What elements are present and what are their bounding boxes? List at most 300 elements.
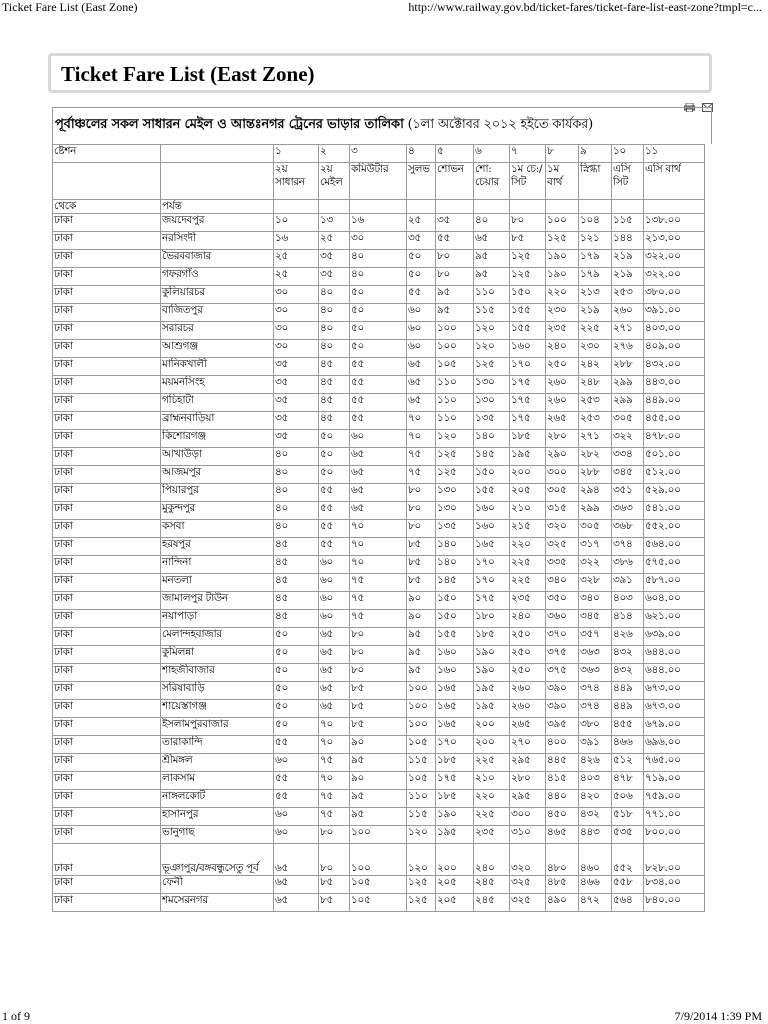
fare-cell: ২৫ xyxy=(274,250,319,268)
fare-cell: ৩৫ xyxy=(319,268,350,286)
fare-cell: ৩০৫ xyxy=(546,484,579,502)
fare-cell: ১৪০ xyxy=(436,556,474,574)
fare-cell: ৪৬৬ xyxy=(612,736,644,754)
fare-cell: ১২৫ xyxy=(436,448,474,466)
fare-cell: ৫০ xyxy=(274,718,319,736)
table-row xyxy=(53,808,705,826)
fare-cell: ৭০ xyxy=(407,412,436,430)
fare-cell: ১৫০ xyxy=(436,592,474,610)
to-station: লাকসাম xyxy=(161,772,274,790)
fare-cell: ৬০ xyxy=(407,340,436,358)
table-row xyxy=(53,754,705,772)
fare-cell: ৫৫ xyxy=(350,358,407,376)
fare-cell: ২৯৫ xyxy=(510,754,546,772)
fare-cell: ১২৫ xyxy=(407,876,436,894)
print-icon[interactable] xyxy=(684,97,695,106)
fare-cell: ১৮০ xyxy=(474,610,510,628)
fare-cell: ৩৭০ xyxy=(546,628,579,646)
col-num: ২ xyxy=(319,145,350,163)
fare-cell: ৪৩২ xyxy=(612,646,644,664)
fare-cell: ২৫৩ xyxy=(612,286,644,304)
fare-cell: ৪৪৯ xyxy=(612,700,644,718)
fare-cell: ৬৪৪.০০ xyxy=(644,664,705,682)
fare-cell: ৩৭৫ xyxy=(546,664,579,682)
fare-cell: ৬০ xyxy=(319,556,350,574)
to-station: গফরগাঁও xyxy=(161,268,274,286)
from-station: ঢাকা xyxy=(53,340,161,358)
col-num: ১ xyxy=(274,145,319,163)
fare-cell: ১৯৫ xyxy=(436,826,474,844)
fare-cell: ৬২১.০০ xyxy=(644,610,705,628)
to-station: মানিকখালী xyxy=(161,358,274,376)
fare-cell: ৭০ xyxy=(407,430,436,448)
fare-cell: ৫০ xyxy=(350,286,407,304)
fare-cell: ১৬ xyxy=(350,214,407,232)
from-station: ঢাকা xyxy=(53,394,161,412)
table-row xyxy=(53,646,705,664)
fare-cell: ৭৫ xyxy=(319,790,350,808)
fare-cell: ৩৩৪ xyxy=(612,448,644,466)
fare-cell: ৩২২.০০ xyxy=(644,268,705,286)
fare-cell: ৮০ xyxy=(350,628,407,646)
to-station: ভূঞাপুর/বঙ্গবন্ধুসেতু পূর্ব xyxy=(161,844,274,876)
to-station: নাঙ্গলকোট xyxy=(161,790,274,808)
fare-cell: ৯৫ xyxy=(474,268,510,286)
fare-cell: ৪৭২ xyxy=(579,894,612,912)
page-counter: 1 of 9 xyxy=(2,1009,30,1023)
fare-cell: ৪৪৩ xyxy=(579,826,612,844)
fare-cell: ৬০ xyxy=(274,754,319,772)
fare-cell: ১০০ xyxy=(546,214,579,232)
fare-cell: ২২০ xyxy=(474,790,510,808)
blank-cell xyxy=(274,200,319,214)
col-num: ৬ xyxy=(474,145,510,163)
fare-cell: ৮৫ xyxy=(407,574,436,592)
fare-cell: ২১৯ xyxy=(579,304,612,322)
table-row xyxy=(53,736,705,754)
fare-cell: ৪৫ xyxy=(274,538,319,556)
from-station: ঢাকা xyxy=(53,628,161,646)
fare-cell: ৩৫ xyxy=(274,430,319,448)
fare-cell: ২৯৯ xyxy=(612,394,644,412)
fare-cell: ২০০ xyxy=(436,844,474,876)
fare-cell: ৭০ xyxy=(350,520,407,538)
to-station: নান্দিনা xyxy=(161,556,274,574)
fare-cell: ২৭১ xyxy=(579,430,612,448)
table-row xyxy=(53,610,705,628)
fare-cell: ১০৫ xyxy=(407,772,436,790)
fare-cell: ২৯৯ xyxy=(579,502,612,520)
fare-cell: ৫৫ xyxy=(350,394,407,412)
fare-cell: ৭৫৯.০০ xyxy=(644,790,705,808)
fare-cell: ৮০ xyxy=(510,214,546,232)
fare-cell: ২৬৫ xyxy=(546,412,579,430)
fare-cell: ৬৫ xyxy=(407,376,436,394)
fare-cell: ১৫০ xyxy=(474,466,510,484)
to-station: গচিহাটা xyxy=(161,394,274,412)
fare-cell: ২২৫ xyxy=(474,754,510,772)
fare-cell: ৫০ xyxy=(274,664,319,682)
fare-cell: ৩২৫ xyxy=(510,894,546,912)
from-station: ঢাকা xyxy=(53,556,161,574)
blank-cell xyxy=(510,200,546,214)
fare-cell: ৬৩৯.০০ xyxy=(644,628,705,646)
fare-cell: ৮২৮.০০ xyxy=(644,844,705,876)
fare-cell: ১৫৫ xyxy=(510,322,546,340)
blank-cell xyxy=(436,200,474,214)
fare-cell: ৩৬০ xyxy=(546,610,579,628)
fare-cell: ১০০ xyxy=(436,322,474,340)
fare-cell: ৫০৬ xyxy=(612,790,644,808)
fare-cell: ১৬০ xyxy=(436,664,474,682)
fare-cell: ৩৭৪ xyxy=(612,538,644,556)
fare-cell: ৩৫ xyxy=(436,214,474,232)
fare-cell: ৩০ xyxy=(274,340,319,358)
from-station: ঢাকা xyxy=(53,502,161,520)
fare-cell: ৬০ xyxy=(319,574,350,592)
fare-cell: ১৬০ xyxy=(474,502,510,520)
fare-cell: ৩২২.০০ xyxy=(644,250,705,268)
fare-cell: ১৬০ xyxy=(510,340,546,358)
table-row xyxy=(53,682,705,700)
table-row xyxy=(53,628,705,646)
fare-cell: ১৯৫ xyxy=(474,700,510,718)
fare-cell: ৩৯০ xyxy=(546,700,579,718)
fare-cell: ১৬৫ xyxy=(436,718,474,736)
fare-cell: ১৭০ xyxy=(474,574,510,592)
from-station: ঢাকা xyxy=(53,448,161,466)
blank-cell xyxy=(161,163,274,200)
fare-cell: ৬৭৩.০০ xyxy=(644,682,705,700)
fare-table xyxy=(52,144,705,912)
fare-cell: ৪০ xyxy=(274,502,319,520)
fare-cell: ২০৫ xyxy=(436,894,474,912)
column-number-row xyxy=(53,145,705,163)
fare-cell: ২৯৯ xyxy=(612,376,644,394)
fare-cell: ১১৫ xyxy=(612,214,644,232)
fare-cell: ৩৭৪ xyxy=(579,682,612,700)
from-station: ঢাকা xyxy=(53,610,161,628)
fare-cell: ৫৬৪.০০ xyxy=(644,538,705,556)
fare-cell: ৪৬০ xyxy=(579,844,612,876)
fare-cell: ১৭০ xyxy=(436,736,474,754)
table-row xyxy=(53,232,705,250)
class-name: কমিউটার xyxy=(350,163,407,200)
fare-cell: ১৮৫ xyxy=(510,430,546,448)
fare-cell: ৬০ xyxy=(319,592,350,610)
fare-cell: ৫০ xyxy=(350,304,407,322)
fare-cell: ৪৫ xyxy=(319,412,350,430)
fare-cell: ১৬০ xyxy=(474,520,510,538)
to-station: পিয়ারপুর xyxy=(161,484,274,502)
table-row xyxy=(53,268,705,286)
fare-cell: ৩০০ xyxy=(510,808,546,826)
blank-cell xyxy=(319,200,350,214)
fare-cell: ১৩০ xyxy=(474,394,510,412)
fare-cell: ৫৫ xyxy=(274,790,319,808)
page-title: Ticket Fare List (East Zone) xyxy=(61,62,315,86)
fare-cell: ১১০ xyxy=(436,412,474,430)
fare-cell: ৯৫ xyxy=(350,808,407,826)
fare-cell: ২৪৫ xyxy=(474,876,510,894)
fare-cell: ৫০ xyxy=(319,466,350,484)
from-station: ঢাকা xyxy=(53,700,161,718)
fare-cell: ১১৫ xyxy=(407,754,436,772)
fare-cell: ২৪০ xyxy=(546,340,579,358)
table-row xyxy=(53,772,705,790)
class-name: শোভন xyxy=(436,163,474,200)
fare-cell: ৪০৩ xyxy=(612,592,644,610)
fare-cell: ১১০ xyxy=(407,790,436,808)
fare-cell: ৯৫ xyxy=(350,754,407,772)
fare-cell: ৭৫ xyxy=(350,592,407,610)
fare-cell: ৭৫ xyxy=(319,754,350,772)
from-station: ঢাকা xyxy=(53,736,161,754)
fare-cell: ২৩০ xyxy=(579,340,612,358)
from-to-row xyxy=(53,200,705,214)
subtitle-note: (১লা অক্টোবর ২০১২ হইতে কার্যকর) xyxy=(407,117,593,132)
fare-cell: ৬০ xyxy=(407,304,436,322)
fare-cell: ২৪২ xyxy=(579,358,612,376)
col-num: ৯ xyxy=(579,145,612,163)
table-row xyxy=(53,394,705,412)
subtitle xyxy=(55,115,593,136)
fare-cell: ২৭৬ xyxy=(612,340,644,358)
table-row xyxy=(53,376,705,394)
print-footer xyxy=(0,1009,768,1024)
fare-cell: ৮০ xyxy=(407,520,436,538)
fare-cell: ৪০ xyxy=(319,340,350,358)
print-header-url: http://www.railway.gov.bd/ticket-fares/ticket-fare-list-east-zone?tmpl=c... xyxy=(408,0,762,14)
class-name: ১ম চে:/ সিট xyxy=(510,163,546,200)
fare-cell: ৫৫ xyxy=(319,502,350,520)
fare-cell: ২২৫ xyxy=(510,556,546,574)
fare-cell: ৫০১.০০ xyxy=(644,448,705,466)
fare-cell: ১২০ xyxy=(407,826,436,844)
from-station: ঢাকা xyxy=(53,322,161,340)
fare-cell: ৫৫২.০০ xyxy=(644,520,705,538)
fare-cell: ১০৪ xyxy=(579,214,612,232)
fare-cell: ৫৫ xyxy=(319,538,350,556)
fare-cell: ৪৮০ xyxy=(546,844,579,876)
fare-cell: ১০৫ xyxy=(407,736,436,754)
fare-cell: ৪৩২ xyxy=(579,808,612,826)
fare-cell: ২২০ xyxy=(546,286,579,304)
fare-cell: ৮০ xyxy=(407,484,436,502)
fare-cell: ৬৫ xyxy=(274,894,319,912)
table-row xyxy=(53,286,705,304)
fare-cell: ৬৫ xyxy=(350,466,407,484)
fare-cell: ২৪৫ xyxy=(474,894,510,912)
to-station: ফেনী xyxy=(161,876,274,894)
fare-cell: ৪৪৯.০০ xyxy=(644,394,705,412)
fare-cell: ৮৫ xyxy=(407,556,436,574)
fare-cell: ২৬০ xyxy=(612,304,644,322)
fare-cell: ১০৫ xyxy=(350,876,407,894)
fare-cell: ৪০ xyxy=(319,304,350,322)
fare-cell: ৭০ xyxy=(350,538,407,556)
fare-cell: ৫৮৭.০০ xyxy=(644,574,705,592)
table-row xyxy=(53,894,705,912)
fare-cell: ৪৪০ xyxy=(546,790,579,808)
table-row xyxy=(53,214,705,232)
fare-cell: ৪৫ xyxy=(319,376,350,394)
fare-cell: ৪০ xyxy=(274,484,319,502)
fare-cell: ৬৫ xyxy=(319,628,350,646)
fare-cell: ২৬০ xyxy=(510,700,546,718)
to-station: নয়াপাড়া xyxy=(161,610,274,628)
table-row xyxy=(53,358,705,376)
fare-cell: ৫০ xyxy=(407,268,436,286)
from-station: ঢাকা xyxy=(53,268,161,286)
fare-cell: ৫৫ xyxy=(350,376,407,394)
fare-cell: ২৮০ xyxy=(546,430,579,448)
fare-cell: ৫০ xyxy=(407,250,436,268)
fare-cell: ৩০ xyxy=(274,286,319,304)
fare-cell: ১৭৫ xyxy=(510,394,546,412)
class-name-row xyxy=(53,163,705,200)
fare-cell: ২০৫ xyxy=(436,876,474,894)
fare-cell: ৯০ xyxy=(350,772,407,790)
fare-cell: ৫১২.০০ xyxy=(644,466,705,484)
to-station: তারাকান্দি xyxy=(161,736,274,754)
to-station: হরষপুর xyxy=(161,538,274,556)
fare-cell: ৪০ xyxy=(319,322,350,340)
fare-cell: ১৩৫ xyxy=(436,520,474,538)
fare-cell: ২৯৪ xyxy=(579,484,612,502)
fare-cell: ২১৩.০০ xyxy=(644,232,705,250)
fare-cell: ১২০ xyxy=(474,340,510,358)
table-row xyxy=(53,538,705,556)
blank-cell xyxy=(612,200,644,214)
from-station: ঢাকা xyxy=(53,430,161,448)
fare-cell: ১৪০ xyxy=(436,538,474,556)
table-row xyxy=(53,340,705,358)
class-name: শো: চেয়ার xyxy=(474,163,510,200)
fare-cell: ৪০ xyxy=(319,286,350,304)
email-icon[interactable] xyxy=(702,97,713,106)
fare-cell: ১২৫ xyxy=(510,268,546,286)
fare-cell: ৫২৯.০০ xyxy=(644,484,705,502)
to-station: জয়দেবপুর xyxy=(161,214,274,232)
to-station: সরারচর xyxy=(161,322,274,340)
fare-cell: ৮৪০.০০ xyxy=(644,894,705,912)
from-station: ঢাকা xyxy=(53,304,161,322)
fare-cell: ৯৫ xyxy=(407,628,436,646)
fare-cell: ৭০ xyxy=(350,556,407,574)
fare-cell: ৩৯০ xyxy=(546,682,579,700)
fare-cell: ৮০ xyxy=(350,646,407,664)
fare-cell: ৩৪০ xyxy=(546,574,579,592)
to-station: মেলান্দহবাজার xyxy=(161,628,274,646)
fare-cell: ৪৭৮ xyxy=(612,772,644,790)
fare-cell: ৩২৫ xyxy=(546,538,579,556)
fare-cell: ৪৪৯ xyxy=(612,682,644,700)
table-row xyxy=(53,430,705,448)
fare-cell: ৫৬৪ xyxy=(612,894,644,912)
fare-cell: ৭১৯.০০ xyxy=(644,772,705,790)
class-name: স্নিগ্ধা xyxy=(579,163,612,200)
table-row xyxy=(53,502,705,520)
from-station: ঢাকা xyxy=(53,826,161,844)
table-row xyxy=(53,790,705,808)
fare-cell: ৫৫৮ xyxy=(612,876,644,894)
fare-cell: ১৬০ xyxy=(436,646,474,664)
fare-cell: ৩৭৪ xyxy=(579,700,612,718)
fare-cell: ৩০৫ xyxy=(579,520,612,538)
to-station: শায়েস্তাগঞ্জ xyxy=(161,700,274,718)
fare-cell: ৫৪১.০০ xyxy=(644,502,705,520)
fare-cell: ১৮৫ xyxy=(474,628,510,646)
fare-cell: ৬০ xyxy=(319,610,350,628)
fare-cell: ২৮০ xyxy=(510,772,546,790)
table-row xyxy=(53,322,705,340)
fare-cell: ৩৬৮ xyxy=(612,520,644,538)
from-station: ঢাকা xyxy=(53,376,161,394)
fare-cell: ৩৫০ xyxy=(546,592,579,610)
fare-cell: ১৯৫ xyxy=(510,448,546,466)
fare-cell: ৯৫ xyxy=(436,286,474,304)
fare-cell: ২২০ xyxy=(510,538,546,556)
fare-cell: ২৫৩ xyxy=(579,412,612,430)
fare-cell: ২১০ xyxy=(474,772,510,790)
fare-cell: ৩৬৩ xyxy=(579,664,612,682)
fare-cell: ৩০ xyxy=(350,232,407,250)
fare-cell: ৪০ xyxy=(350,268,407,286)
fare-cell: ৮০ xyxy=(319,844,350,876)
fare-cell: ৬৫ xyxy=(350,502,407,520)
fare-cell: ২৫ xyxy=(319,232,350,250)
fare-cell: ২৩৫ xyxy=(546,322,579,340)
fare-cell: ৮৫ xyxy=(350,700,407,718)
table-row xyxy=(53,448,705,466)
fare-cell: ৩৫ xyxy=(319,250,350,268)
fare-cell: ২৮৮ xyxy=(612,358,644,376)
fare-cell: ৬৫ xyxy=(407,358,436,376)
fare-cell: ৮৫ xyxy=(319,876,350,894)
fare-cell: ৩৯১.০০ xyxy=(644,304,705,322)
fare-cell: ১৭৯ xyxy=(579,268,612,286)
fare-cell: ৯৫ xyxy=(474,250,510,268)
fare-cell: ৪২৬ xyxy=(579,754,612,772)
table-row xyxy=(53,664,705,682)
fare-cell: ৪০৩.০০ xyxy=(644,322,705,340)
table-row xyxy=(53,484,705,502)
fare-cell: ১৫৫ xyxy=(474,484,510,502)
fare-cell: ৭৭১.০০ xyxy=(644,808,705,826)
fare-cell: ৪০ xyxy=(274,520,319,538)
fare-cell: ৬৫ xyxy=(319,664,350,682)
from-station: ঢাকা xyxy=(53,214,161,232)
fare-cell: ২১৯ xyxy=(612,268,644,286)
fare-cell: ৩৭৫ xyxy=(546,646,579,664)
fare-cell: ৫১৮ xyxy=(612,808,644,826)
fare-cell: ৩০ xyxy=(274,322,319,340)
to-station: শমসেরনগর xyxy=(161,894,274,912)
fare-cell: ৪০ xyxy=(474,214,510,232)
from-station: ঢাকা xyxy=(53,772,161,790)
fare-cell: ৫৩৫ xyxy=(612,826,644,844)
fare-cell: ৪৫ xyxy=(319,394,350,412)
from-station: ঢাকা xyxy=(53,286,161,304)
to-station: ব্রাহ্মনবাড়িয়া xyxy=(161,412,274,430)
fare-cell: ৮৫ xyxy=(510,232,546,250)
fare-cell: ৪০ xyxy=(274,466,319,484)
to-station: সরিষাবাড়ি xyxy=(161,682,274,700)
from-station: ঢাকা xyxy=(53,574,161,592)
col-num: ১১ xyxy=(644,145,705,163)
to-station: মুকুন্দপুর xyxy=(161,502,274,520)
